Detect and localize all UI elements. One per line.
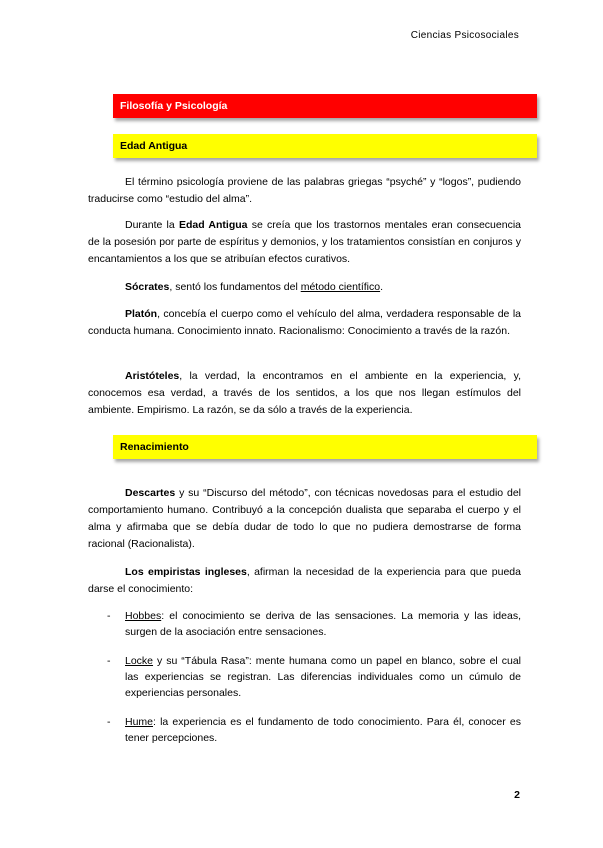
page-number: 2 <box>514 789 520 801</box>
name-descartes: Descartes <box>125 487 176 499</box>
paragraph-socrates: Sócrates, sentó los fundamentos del método científico. <box>125 281 384 293</box>
paragraph-edad-antigua: Durante la Edad Antigua se creía que los trastornos mentales eran consecuencia de la posesión por parte de espíritus y demonios, y los tratamientos consistían en conjuros y encantamientos a los que se atribuían efectos curativos. <box>88 219 521 265</box>
list-item: - Locke y su “Tábula Rasa”: mente humana como un papel en blanco, sobre el cual las experiencias se registran. Las diferencias individuales como un cúmulo de experiencias personales. <box>107 655 521 699</box>
name-aristoteles: Aristóteles <box>125 370 180 382</box>
list-dash: - <box>107 716 111 728</box>
list-dash: - <box>107 655 111 667</box>
section-banner-renacimiento: Renacimiento <box>113 435 537 459</box>
name-hobbes: Hobbes <box>125 610 162 622</box>
name-locke: Locke <box>125 655 154 667</box>
list-item: - Hobbes: el conocimiento se deriva de las sensaciones. La memoria y las ideas, surgen de la asociación entre sensaciones. <box>107 610 521 638</box>
term-metodo-cientifico: método científico <box>300 281 381 293</box>
paragraph-platon: Platón, concebía el cuerpo como el vehículo del alma, verdadera responsable de la conducta humana. Conocimiento innato. Racionalismo: Conocimiento a través de la razón. <box>88 308 521 337</box>
name-hume: Hume <box>125 716 154 728</box>
paragraph-psicologia-origen: El término psicología proviene de las palabras griegas “psyché” y “logos”, pudiendo traducirse como “estudio del alma”. <box>88 176 521 205</box>
section-banner-edad-antigua: Edad Antigua <box>113 134 537 158</box>
running-header: Ciencias Psicosociales <box>410 30 519 41</box>
term-empiristas-ingleses: Los empiristas ingleses <box>125 566 247 578</box>
list-dash: - <box>107 610 111 622</box>
paragraph-aristoteles: Aristóteles, la verdad, la encontramos en el ambiente en la experiencia, y, conocemos esa verdad, a través de los sentidos, a los que nos llegan estímulos del ambiente. Empirismo. La razón, se da sólo a través de la experiencia. <box>88 370 521 416</box>
paragraph-descartes: Descartes y su “Discurso del método”, con técnicas novedosas para el estudio del comportamiento humano. Contribuyó a la concepción dualista que separaba el cuerpo y el alma y afirmaba que se debía dudar de todo lo que no pudiera demostrarse de forma racional (Racionalista). <box>88 487 521 550</box>
paragraph-empiristas: Los empiristas ingleses, afirman la necesidad de la experiencia para que pueda darse el conocimiento: <box>88 566 521 595</box>
list-item: - Hume: la experiencia es el fundamento de todo conocimiento. Para él, conocer es tener percepciones. <box>107 716 521 744</box>
section-banner-filosofia: Filosofía y Psicología <box>113 94 537 118</box>
name-socrates: Sócrates <box>125 281 170 293</box>
term-edad-antigua: Edad Antigua <box>178 219 248 231</box>
name-platon: Platón <box>125 308 158 320</box>
